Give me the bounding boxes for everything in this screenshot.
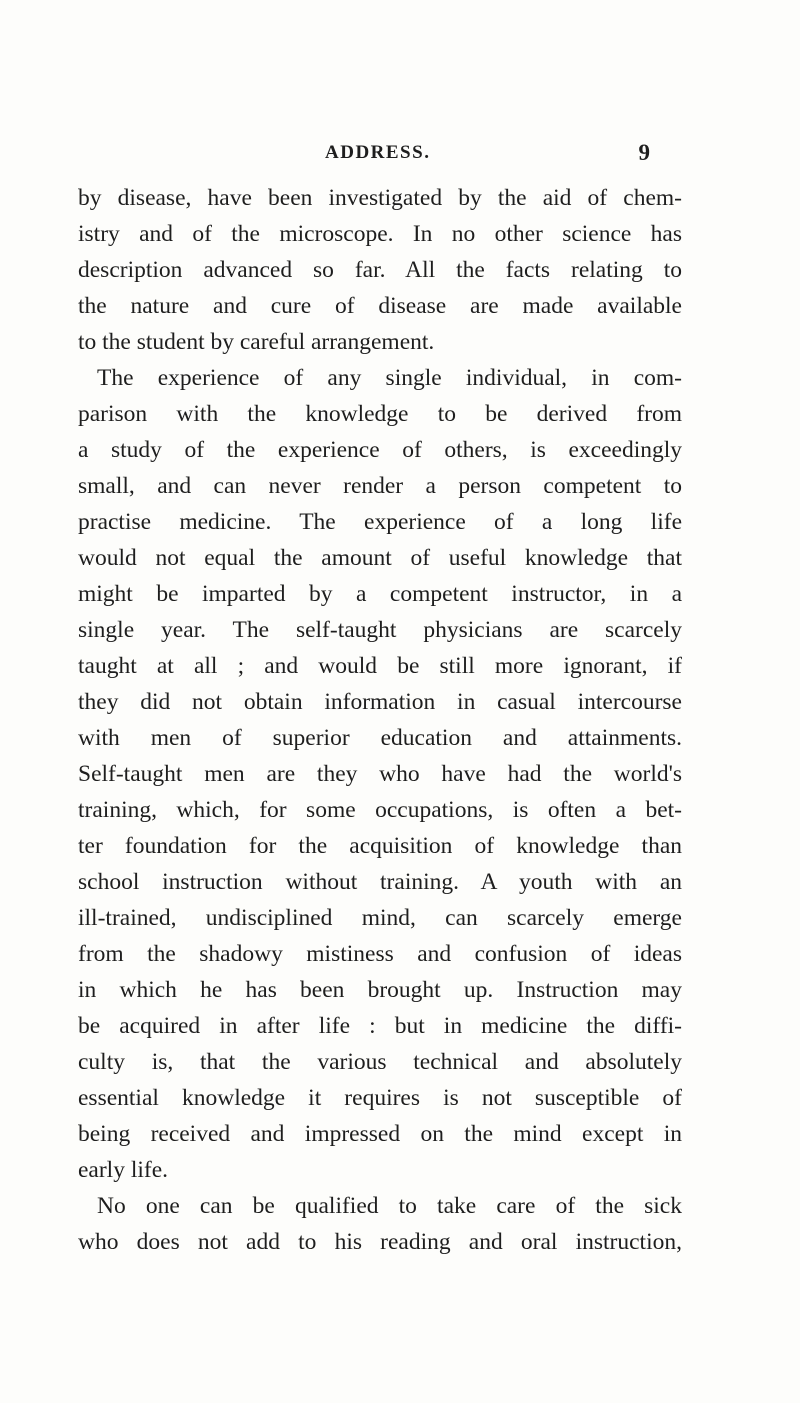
running-title: ADDRESS. (325, 142, 431, 163)
text-line: from the shadowy mistiness and confusion of ideas (78, 941, 682, 967)
running-head (280, 142, 650, 172)
text-line: who does not add to his reading and oral instruction, (78, 1229, 682, 1255)
text-line: small, and can never render a person competent to (78, 473, 682, 499)
text-line: be acquired in after life : but in medicine the diffi- (78, 1013, 682, 1039)
text-line: being received and impressed on the mind except in (78, 1121, 682, 1147)
text-line: essential knowledge it requires is not susceptible of (78, 1085, 682, 1111)
text-line: taught at all ; and would be still more ignorant, if (78, 653, 682, 679)
text-line: a study of the experience of others, is exceedingly (78, 437, 682, 463)
text-line: school instruction without training. A youth with an (78, 869, 682, 895)
text-line: training, which, for some occupations, is often a bet- (78, 797, 682, 823)
text-line: single year. The self-taught physicians are scarcely (78, 617, 682, 643)
text-line: in which he has been brought up. Instruction may (78, 977, 682, 1003)
text-line: culty is, that the various technical and absolutely (78, 1049, 682, 1075)
text-line: description advanced so far. All the facts relating to (78, 257, 682, 283)
text-line: to the student by careful arrangement. (78, 329, 435, 355)
text-line: Self-taught men are they who have had the world's (78, 761, 682, 787)
page-number: 9 (638, 140, 650, 165)
text-line: with men of superior education and attainments. (78, 725, 682, 751)
text-line: practise medicine. The experience of a long life (78, 509, 682, 535)
text-line: ter foundation for the acquisition of knowledge than (78, 833, 682, 859)
text-line: the nature and cure of disease are made available (78, 293, 682, 319)
text-line: parison with the knowledge to be derived from (78, 401, 682, 427)
text-line: by disease, have been investigated by the aid of chem- (78, 185, 682, 211)
text-line: might be imparted by a competent instructor, in a (78, 581, 682, 607)
text-line: istry and of the microscope. In no other science has (78, 221, 682, 247)
text-line: early life. (78, 1157, 169, 1183)
text-line: they did not obtain information in casual intercourse (78, 689, 682, 715)
text-line: would not equal the amount of useful knowledge that (78, 545, 682, 571)
text-line: The experience of any single individual, in com- (97, 365, 682, 391)
text-line: No one can be qualified to take care of the sick (97, 1193, 682, 1219)
text-line: ill-trained, undisciplined mind, can scarcely emerge (78, 905, 682, 931)
